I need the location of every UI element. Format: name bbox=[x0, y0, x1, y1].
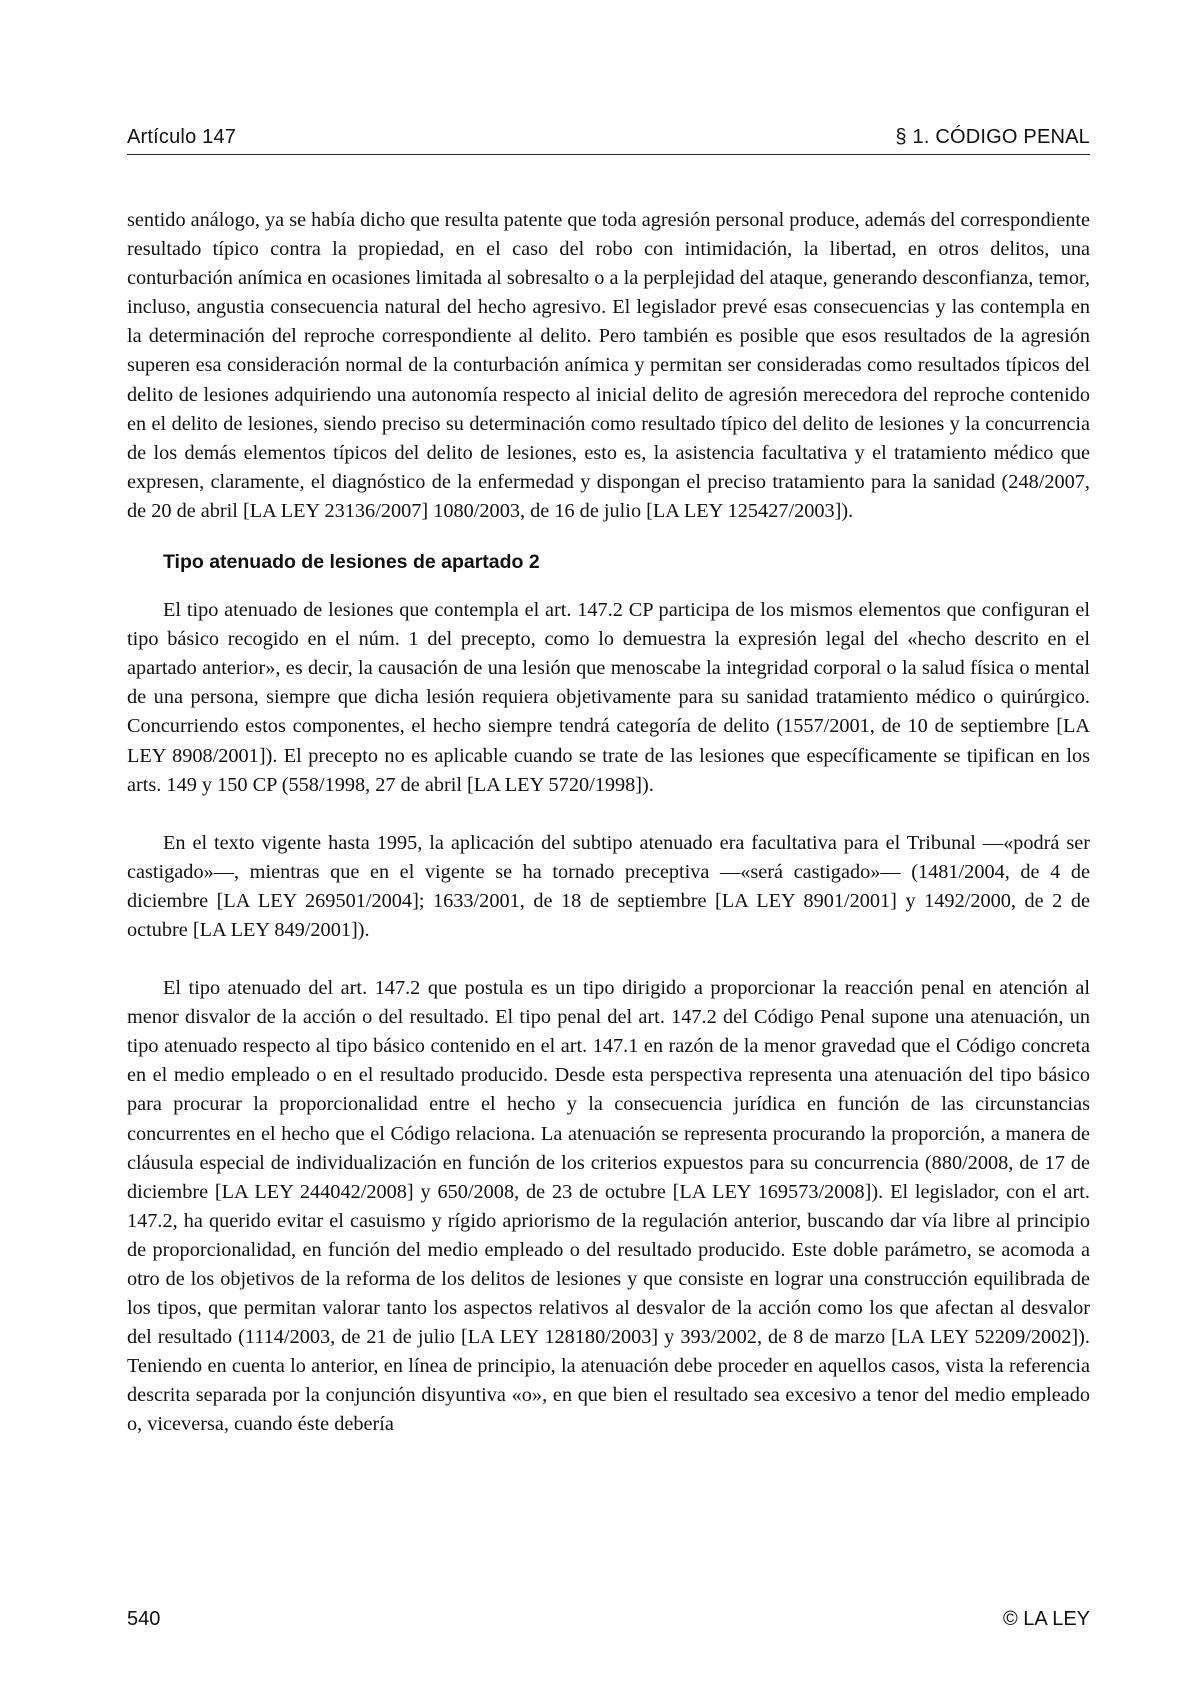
copyright-notice: © LA LEY bbox=[1002, 1608, 1090, 1630]
paragraph: El tipo atenuado del art. 147.2 que postula es un tipo dirigido a proporcionar la reacción penal en atención al menor disvalor de la acción o del resultado. El tipo penal del art. 147.2 del Código Penal supone una atenuación, un tipo atenuado respecto al tipo básico contenido en el art. 147.1 en razón de la menor gravedad que el Código concreta en el medio empleado o en el resultado producido. Desde esta perspectiva representa una atenuación del tipo básico para procurar la proporcionalidad entre el hecho y la consecuencia jurídica en función de las circunstancias concurrentes en el hecho que el Código relaciona. La atenuación se representa procurando la proporción, a manera de cláusula especial de individualización en función de los criterios expuestos para su concurrencia (880/2008, de 17 de diciembre [LA LEY 244042/2008] y 650/2008, de 23 de octubre [LA LEY 169573/2008]). El legislador, con el art. 147.2, ha querido evitar el casuismo y rígido apriorismo de la regulación anterior, buscando dar vía libre al principio de proporcionalidad, en función del medio empleado o del resultado producido. Este doble parámetro, se acomoda a otro de los objetivos de la reforma de los delitos de lesiones y que consiste en lograr una construcción equilibrada de los tipos, que permitan valorar tanto los aspectos relativos al desvalor de la acción como los que afectan al desvalor del resultado (1114/2003, de 21 de julio [LA LEY 128180/2003] y 393/2002, de 8 de marzo [LA LEY 52209/2002]). Teniendo en cuenta lo anterior, en línea de principio, la atenuación debe proceder en aquellos casos, vista la referencia descrita separada por la conjunción disyuntiva «o», en que bien el resultado sea excesivo a tenor del medio empleado o, viceversa, cuando éste debería bbox=[127, 977, 1090, 1436]
section-heading: Tipo atenuado de lesiones de apartado 2 bbox=[163, 551, 540, 574]
running-header bbox=[127, 120, 1090, 155]
paragraph: El tipo atenuado de lesiones que contempla el art. 147.2 CP participa de los mismos elementos que configuran el tipo básico recogido en el núm. 1 del precepto, como lo demuestra la expresión legal del «hecho descrito en el apartado anterior», es decir, la causación de una lesión que menoscabe la integridad corporal o la salud física o mental de una persona, siempre que dicha lesión requiera objetivamente para su sanidad tratamiento médico o quirúrgico. Concurriendo estos componentes, el hecho siempre tendrá categoría de delito (1557/2001, de 10 de septiembre [LA LEY 8908/2001]). El precepto no es aplicable cuando se trate de las lesiones que específicamente se tipifican en los arts. 149 y 150 CP (558/1998, 27 de abril [LA LEY 5720/1998]). bbox=[127, 599, 1090, 796]
header-section: § 1. CÓDIGO PENAL bbox=[895, 126, 1090, 148]
header-article: Artículo 147 bbox=[127, 126, 237, 148]
paragraph: En el texto vigente hasta 1995, la aplicación del subtipo atenuado era facultativa para el Tribunal —«podrá ser castigado»—, mientras que en el vigente se ha tornado preceptiva —«será castigado»— (1481/2004, de 4 de diciembre [LA LEY 269501/2004]; 1633/2001, de 18 de septiembre [LA LEY 8901/2001] y 1492/2000, de 2 de octubre [LA LEY 849/2001]). bbox=[127, 831, 1090, 941]
document-body bbox=[127, 206, 1090, 1440]
paragraph-continuation: sentido análogo, ya se había dicho que resulta patente que toda agresión personal produce, además del correspondiente resultado típico contra la propiedad, en el caso del robo con intimidación, la libertad, en otros delitos, una conturbación anímica en ocasiones limitada al sobresalto o a la perplejidad del ataque, generando desconfianza, temor, incluso, angustia consecuencia natural del hecho agresivo. El legislador prevé esas consecuencias y las contempla en la determinación del reproche correspondiente al delito. Pero también es posible que esos resultados de la agresión superen esa consideración normal de la conturbación anímica y permitan ser consideradas como resultados típicos del delito de lesiones adquiriendo una autonomía respecto al inicial delito de agresión merecedora del reproche contenido en el delito de lesiones, siendo preciso su determinación como resultado típico del delito de lesiones y la concurrencia de los demás elementos típicos del delito de lesiones, esto es, la asistencia facultativa y el tratamiento médico que expresen, claramente, el diagnóstico de la enfermedad y dispongan el preciso tratamiento para la sanidad (248/2007, de 20 de abril [LA LEY 23136/2007] 1080/2003, de 16 de julio [LA LEY 125427/2003]). bbox=[127, 209, 1091, 522]
page-number: 540 bbox=[127, 1608, 161, 1630]
